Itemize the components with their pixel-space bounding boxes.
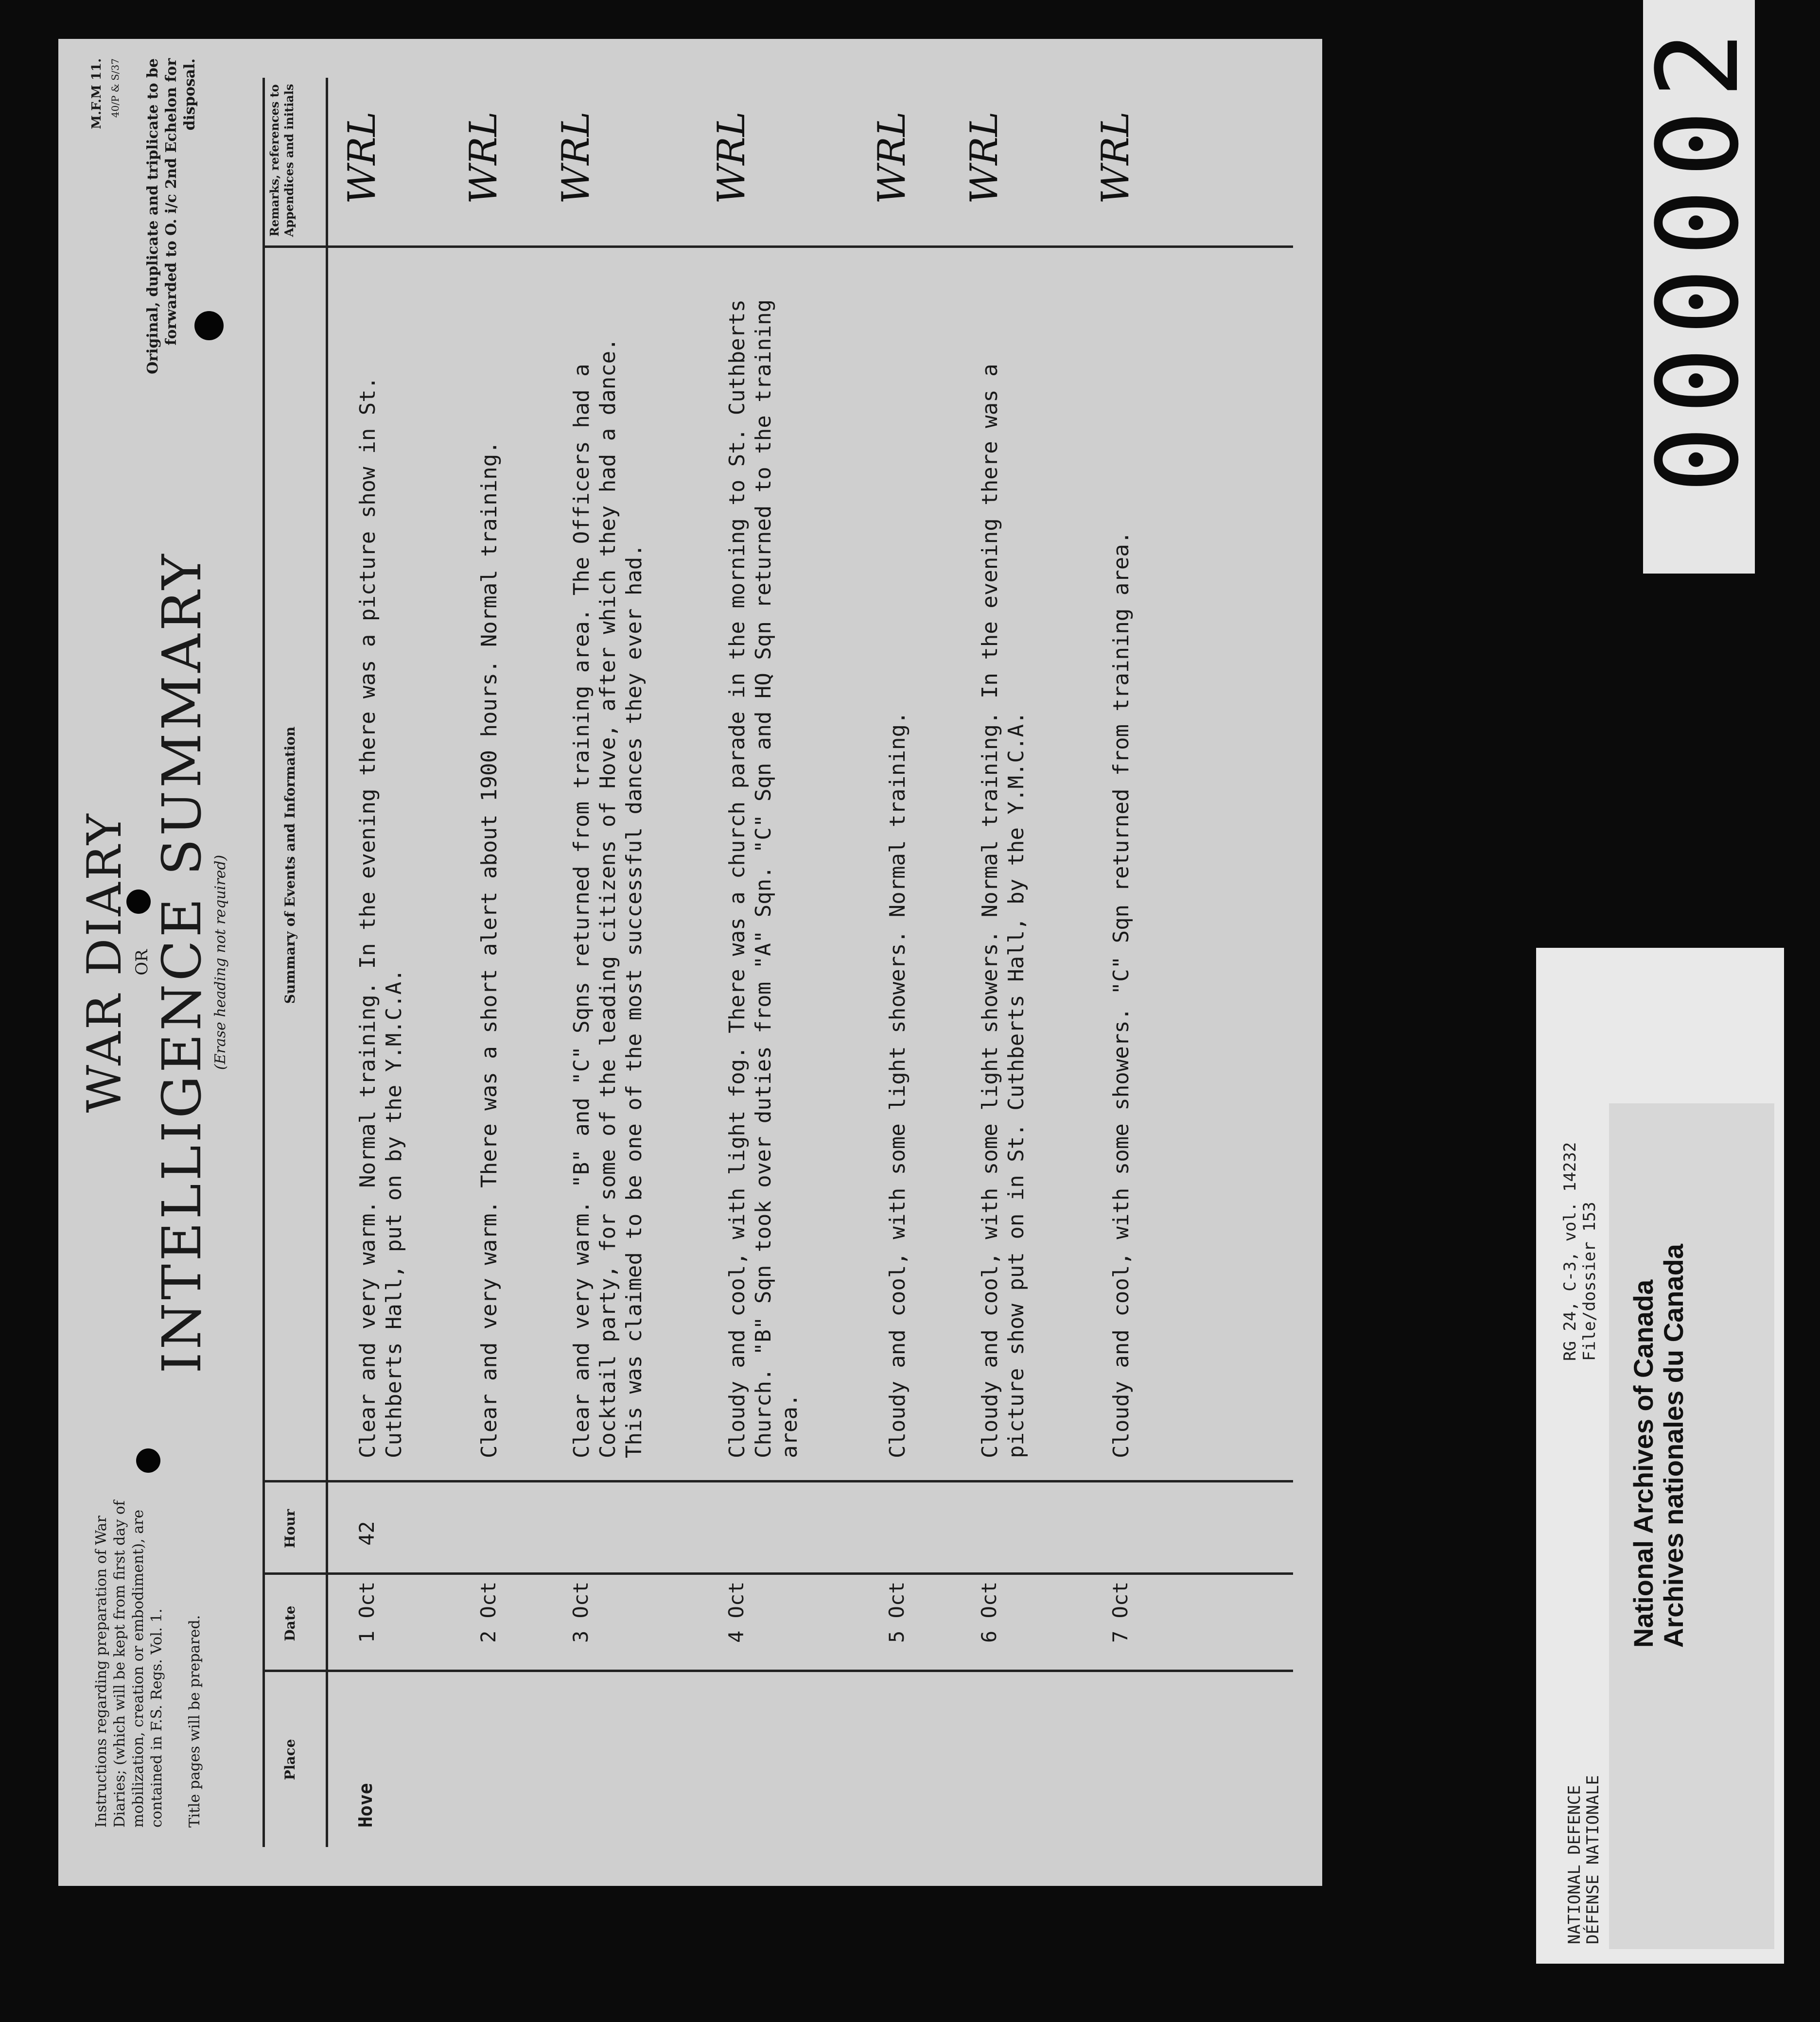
title-or: OR: [132, 949, 152, 976]
instructions-text: Instructions regarding preparation of War Diaries; (which will be kept from first day of mobilization, creation or embodiment), are contained in F.S. Regs. Vol. 1.: [93, 1500, 165, 1828]
diary-page: [58, 39, 1322, 1886]
reference-line-2: File/dossier 153: [1580, 1202, 1599, 1361]
column-rule: [262, 1480, 1293, 1482]
archive-name-en: National Archives of Canada: [1628, 1279, 1659, 1648]
entry-summary: Cloudy and cool, with light fog. There was a church parade in the morning to St. Cuthberts Church. "B" Sqn took over duties from "A" Sqn. "C" Sqn and HQ Sqn returned to the training area.: [725, 299, 802, 1458]
entry-summary: Cloudy and cool, with some light showers. Normal training. In the evening there was a picture show put on in St. Cuthberts Hall, by the Y.M.C.A.: [978, 364, 1029, 1458]
department-line-2: DÉFENSE NATIONALE: [1583, 1775, 1603, 1944]
entry-summary: Clear and very warm. Normal training. In the evening there was a picture show in St. Cuthberts Hall, put on by the Y.M.C.A.: [355, 376, 406, 1458]
title-war-diary: WAR DIARY: [77, 812, 132, 1113]
entry-date: 4 Oct: [724, 1581, 748, 1643]
entry-initials: WRL: [962, 111, 1006, 204]
entry-date: 6 Oct: [977, 1581, 1001, 1643]
title-intelligence-summary: INTELLIGENCE SUMMARY: [151, 551, 213, 1374]
entry-date: 1 Oct: [355, 1581, 379, 1643]
entry-summary: Cloudy and cool, with some showers. "C" Sqn returned from training area.: [1109, 531, 1134, 1458]
punch-hole: [136, 1448, 160, 1473]
department-line-1: NATIONAL DEFENCE: [1565, 1785, 1584, 1944]
entry-initials: WRL: [870, 111, 914, 204]
archive-label: [1536, 948, 1784, 1964]
archive-name-fr: Archives nationales du Canada: [1658, 1244, 1689, 1648]
table-top-rule: [262, 78, 265, 1847]
diary-table: [262, 78, 1293, 1847]
entry-date: 3 Oct: [569, 1581, 593, 1643]
frame-number-strip: [1634, 0, 1764, 574]
instructions-block: [92, 1458, 204, 1828]
column-header-remarks: Remarks, references to Appendices and initials: [267, 84, 296, 237]
original-note: Original, duplicate and triplicate to be forwarded to O. i/c 2nd Echelon for disposal.: [144, 58, 198, 374]
frame-number: 000002: [1634, 19, 1764, 493]
column-rule: [262, 1670, 1293, 1672]
form-number: M.F.M 11.: [89, 58, 104, 129]
entry-summary: Clear and very warm. There was a short alert about 1900 hours. Normal training.: [477, 441, 502, 1458]
diary-sheet: [58, 39, 1322, 1886]
archive-name-block: [1628, 1244, 1689, 1648]
entry-summary: Cloudy and cool, with some light showers. Normal training.: [885, 711, 910, 1458]
entry-initials: WRL: [710, 111, 753, 204]
entry-hour: 42: [355, 1521, 379, 1546]
place-value: Hove: [355, 1783, 376, 1828]
reference-line-1: RG 24, C-3, vol. 14232: [1560, 1142, 1580, 1361]
entry-date: 5 Oct: [885, 1581, 909, 1643]
table-header-rule: [326, 78, 328, 1847]
archive-label-content: [1536, 948, 1784, 1964]
column-header-summary: Summary of Events and Information: [282, 726, 298, 1004]
column-header-hour: Hour: [282, 1509, 298, 1549]
entry-initials: WRL: [1094, 111, 1138, 204]
column-rule: [262, 245, 1293, 248]
column-header-place: Place: [282, 1739, 298, 1780]
form-title: [78, 525, 230, 1400]
entry-date: 7 Oct: [1108, 1581, 1132, 1643]
entry-date: 2 Oct: [476, 1581, 500, 1643]
form-version: 40/P & S/37: [109, 58, 121, 118]
form-reference-block: [88, 58, 199, 389]
entry-initials: WRL: [554, 111, 598, 204]
column-header-date: Date: [282, 1605, 298, 1641]
department-block: [1565, 1775, 1602, 1944]
entry-initials: WRL: [462, 111, 506, 204]
title-pages-note: Title pages will be prepared.: [186, 1615, 203, 1828]
column-rule: [262, 1572, 1293, 1575]
reference-block: [1560, 1142, 1599, 1361]
erase-note: (Erase heading not required): [212, 854, 229, 1070]
entry-initials: WRL: [340, 111, 384, 204]
entry-summary: Clear and very warm. "B" and "C" Sqns returned from training area. The Officers had a Cocktail party, for some of the leading citizens of Hove, after which they had a dance. This was claimed to be one of the most successful dances they ever had.: [569, 338, 647, 1458]
